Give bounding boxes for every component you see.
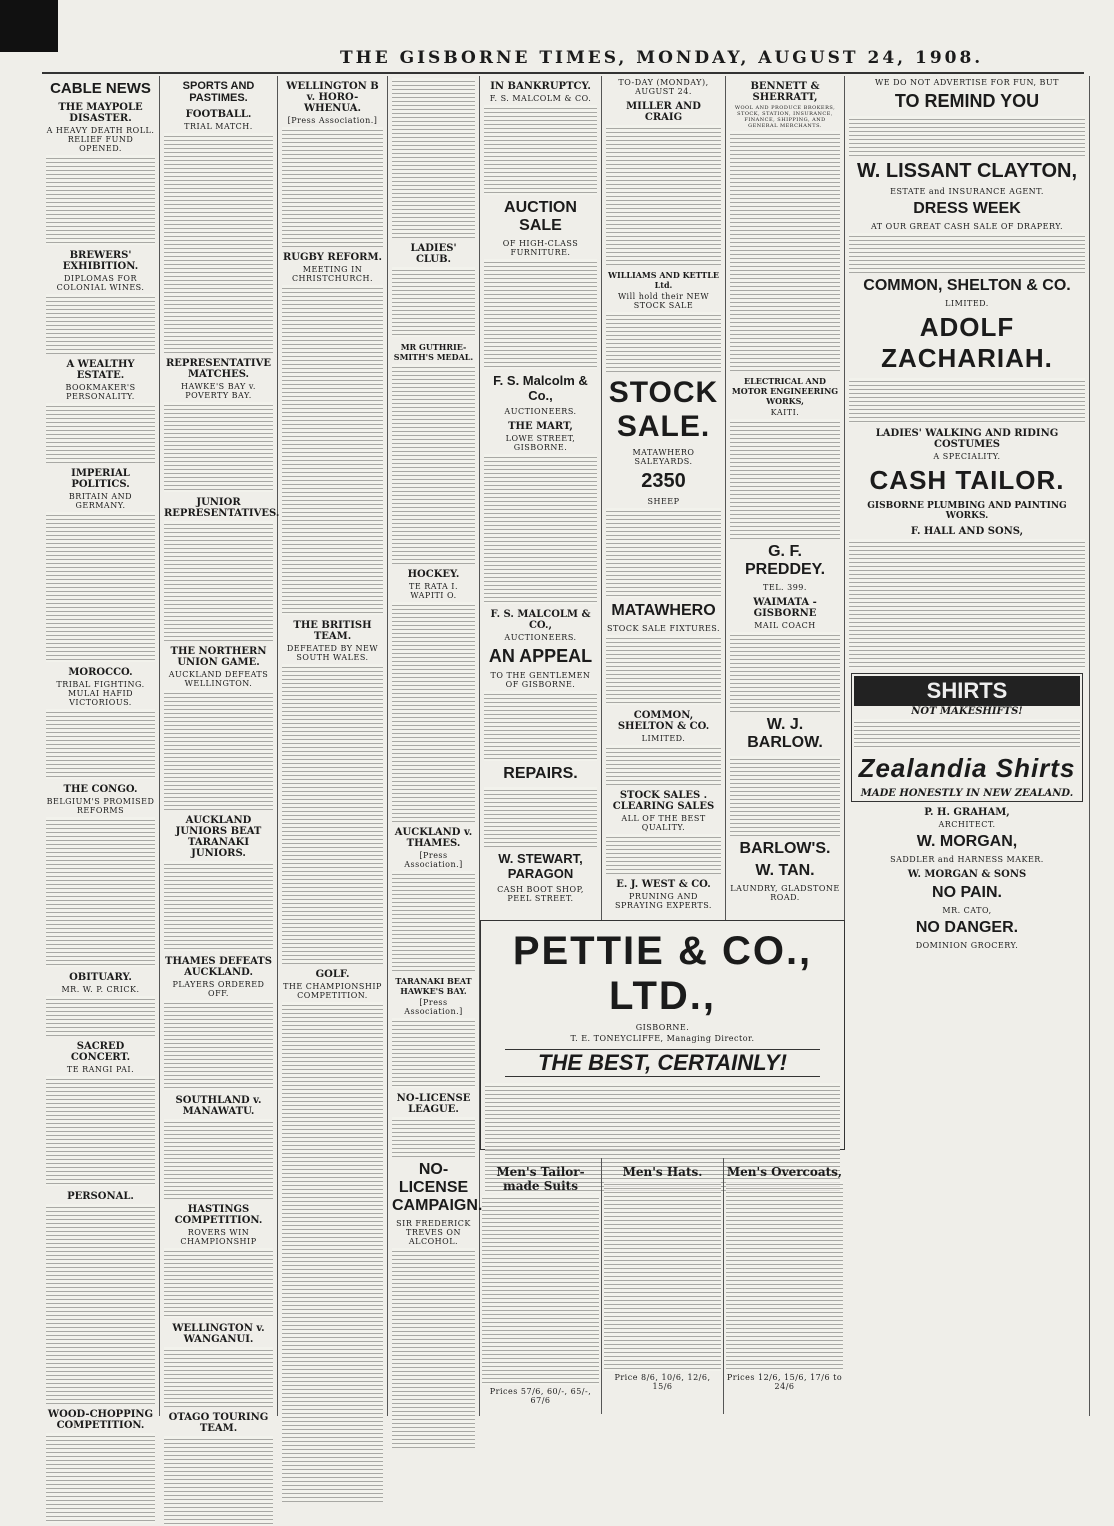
ad-headline: IN BANKRUPTCY. — [490, 81, 591, 92]
article-text — [46, 1204, 155, 1404]
subhead: THE CHAMPIONSHIP COMPETITION. — [283, 982, 382, 1000]
headline: AUCKLAND v. THAMES. — [394, 827, 473, 849]
masthead-rule — [42, 72, 1084, 74]
ad-headline: CASH TAILOR. — [869, 465, 1065, 495]
subhead: SIR FREDERICK TREVES ON ALCOHOL. — [396, 1219, 471, 1246]
subhead: ROVERS WIN CHAMPIONSHIP — [180, 1228, 257, 1246]
article-text — [46, 1076, 155, 1186]
ad-headline: THE MART, — [508, 421, 573, 432]
ad-headline: 2350 — [641, 470, 686, 492]
ad-subhead: A SPECIALITY. — [933, 452, 1001, 461]
ad-subhead: AUCTIONEERS. — [504, 633, 577, 642]
subhead: [Press Association.] — [404, 998, 463, 1016]
ad-price: Prices 12/6, 15/6, 17/6 to 24/6 — [726, 1373, 843, 1391]
ad-headline: Men's Hats. — [622, 1165, 703, 1179]
headline: A WEALTHY ESTATE. — [66, 359, 135, 381]
ad-subhead: TO-DAY (MONDAY), AUGUST 24. — [618, 78, 709, 96]
headline: RUGBY REFORM. — [282, 252, 383, 263]
ad-subhead: TEL. 399. — [763, 583, 807, 592]
article-text — [46, 1433, 155, 1523]
ad-subhead: ESTATE and INSURANCE AGENT. — [890, 187, 1044, 196]
article-text — [46, 512, 155, 662]
ad-headline: LADIES' WALKING AND RIDING COSTUMES — [875, 428, 1059, 450]
ad-headline: P. H. GRAHAM, — [924, 807, 1010, 818]
ad-subhead: LIMITED. — [641, 734, 686, 743]
ad-text — [730, 756, 840, 836]
col1-articles — [46, 102, 155, 1523]
ad-subhead: STOCK SALE FIXTURES. — [606, 624, 721, 633]
ad-headline: MILLER AND CRAIG — [626, 101, 701, 123]
headline: NO-LICENSE LEAGUE. — [396, 1093, 471, 1115]
headline: MOROCCO. — [68, 667, 133, 678]
ad-text — [730, 632, 840, 712]
section-title: SPORTS AND PASTIMES. — [182, 80, 255, 104]
subhead: A HEAVY DEATH ROLL. RELIEF FUND OPENED. — [46, 126, 155, 153]
ad-headline: GISBORNE PLUMBING AND PAINTING WORKS. — [867, 501, 1067, 521]
ad-headline: STOCK SALE. — [608, 376, 719, 443]
article-text — [392, 1117, 475, 1157]
headline: BREWERS' EXHIBITION. — [62, 250, 139, 272]
ad-price: Prices 57/6, 60/-, 65/-, 67/6 — [489, 1387, 592, 1405]
article-text — [392, 1018, 475, 1088]
ad-headline: Zealandia Shirts — [858, 753, 1076, 783]
ad-headline: G. F. PREDDEY. — [744, 543, 826, 578]
ad-subhead: MR. CATO, — [942, 906, 992, 915]
ad-subhead: Will hold their NEW STOCK SALE — [617, 292, 710, 310]
article-text — [392, 602, 475, 822]
torn-corner — [0, 0, 58, 52]
article-text — [164, 133, 273, 353]
ad-subhead: ALL OF THE BEST QUALITY. — [621, 814, 706, 832]
article-text — [282, 285, 383, 615]
headline: NO-LICENSE CAMPAIGN. — [392, 1161, 483, 1214]
ad-subhead: F. S. MALCOLM & CO. — [489, 94, 592, 103]
ad-headline: ADOLF ZACHARIAH. — [881, 312, 1053, 373]
subhead: DIPLOMAS FOR COLONIAL WINES. — [56, 274, 145, 292]
article-text — [164, 861, 273, 951]
subhead: BRITAIN AND GERMANY. — [68, 492, 133, 510]
subhead: BELGIUM'S PROMISED REFORMS — [46, 797, 155, 815]
ad-headline: W. MORGAN & SONS — [907, 869, 1027, 880]
ad-headline: NO PAIN. — [932, 884, 1002, 901]
ad-text — [849, 116, 1085, 156]
ad-headline: W. TAN. — [755, 862, 815, 879]
managing-director: T. E. TONEYCLIFFE, Managing Director. — [570, 1034, 755, 1043]
ad-headline: MATAWHERO — [611, 602, 716, 619]
ad-headline: BARLOW'S. — [739, 840, 831, 857]
ad-text — [849, 539, 1085, 669]
ad-headline: W. MORGAN, — [916, 833, 1018, 850]
ad-text — [606, 745, 721, 785]
masthead — [0, 0, 1114, 70]
headline: WOOD-CHOPPING COMPETITION. — [47, 1409, 154, 1431]
ad-text — [484, 787, 597, 847]
pettie-advertisement — [480, 920, 845, 1150]
ad-headline: COMMON, SHELTON & CO. — [863, 277, 1071, 294]
headline: WELLINGTON B v. HORO-WHENUA. — [286, 81, 379, 114]
headline: TARANAKI BEAT HAWKE'S BAY. — [395, 976, 472, 996]
headline: HOCKEY. — [407, 569, 460, 580]
column-auctions — [480, 76, 602, 920]
headline: PERSONAL. — [67, 1191, 134, 1202]
article-text — [46, 403, 155, 463]
ad-subhead: DOMINION GROCERY. — [915, 941, 1019, 950]
article-text — [164, 402, 273, 492]
article-text — [46, 155, 155, 245]
subhead: MEETING IN CHRISTCHURCH. — [291, 265, 374, 283]
column-sports — [160, 76, 280, 1434]
ad-subhead: MATAWHERO SALEYARDS. — [632, 448, 695, 466]
ad-subhead: ARCHITECT. — [938, 820, 996, 829]
article-text — [164, 1436, 273, 1526]
ad-headline: NO DANGER. — [915, 919, 1019, 936]
subhead: TE RANGI PAI. — [66, 1065, 135, 1074]
headline: IMPERIAL POLITICS. — [71, 468, 130, 490]
ad-headline: Men's Tailor-made Suits — [496, 1165, 585, 1193]
ad-subhead: LIMITED. — [945, 299, 989, 308]
headline: SOUTHLAND v. MANAWATU. — [175, 1095, 262, 1117]
ad-headline: AUCTION SALE — [504, 199, 577, 234]
ad-price: Price 8/6, 10/6, 12/6, 15/6 — [614, 1373, 711, 1391]
ad-headline: REPAIRS. — [503, 765, 578, 782]
ad-text — [606, 312, 721, 372]
ad-text — [606, 834, 721, 874]
subhead: BOOKMAKER'S PERSONALITY. — [65, 383, 136, 401]
ad-headline: DRESS WEEK — [913, 200, 1021, 217]
column-sports-3 — [388, 76, 483, 1416]
article-text — [164, 1248, 273, 1318]
subhead: HAWKE'S BAY v. POVERTY BAY. — [181, 382, 256, 400]
article-text — [392, 78, 475, 238]
headline: MR GUTHRIE-SMITH'S MEDAL. — [393, 342, 474, 362]
headline: OBITUARY. — [69, 972, 132, 983]
column-cable-news — [42, 76, 160, 1431]
ad-headline: E. J. WEST & CO. — [616, 879, 711, 890]
ad-headline: BENNETT & SHERRATT, — [750, 81, 820, 103]
ad-text — [482, 1195, 599, 1385]
ad-headline: F. S. MALCOLM & CO., — [490, 609, 591, 631]
article-text — [164, 1347, 273, 1407]
ad-text — [484, 259, 597, 369]
ad-subhead: F. HALL AND SONS, — [910, 526, 1024, 537]
article-text — [392, 871, 475, 971]
subhead: AUCKLAND DEFEATS WELLINGTON. — [168, 670, 269, 688]
ad-text — [606, 635, 721, 705]
article-text — [46, 996, 155, 1036]
headline: THAMES DEFEATS AUCKLAND. — [165, 956, 272, 978]
article-text — [392, 364, 475, 564]
ad-subhead: AT OUR GREAT CASH SALE OF DRAPERY. — [870, 222, 1064, 231]
column-drapery — [845, 76, 1090, 1416]
ad-headline: W. LISSANT CLAYTON, — [856, 160, 1078, 182]
column-stock-sales — [602, 76, 726, 920]
subhead: [Press Association.] — [287, 116, 378, 125]
headline: LADIES' CLUB. — [410, 243, 457, 265]
hats-ad — [602, 1158, 724, 1414]
ad-subhead: WE DO NOT ADVERTISE FOR FUN, BUT — [875, 78, 1059, 87]
ad-subhead: MADE HONESTLY IN NEW ZEALAND. — [860, 788, 1074, 799]
slogan: THE BEST, CERTAINLY! — [505, 1049, 820, 1077]
ad-headline: W. STEWART, PARAGON — [498, 851, 583, 881]
article-text — [164, 521, 273, 641]
ad-subhead: SADDLER and HARNESS MAKER. — [890, 855, 1044, 864]
article-text — [164, 690, 273, 810]
shirts-ad — [851, 673, 1083, 802]
paper-title: THE GISBORNE TIMES, MONDAY, AUGUST 24, 1908. — [340, 48, 984, 68]
ad-subhead: PRUNING AND SPRAYING EXPERTS. — [615, 892, 712, 910]
article-text — [282, 1002, 383, 1502]
ad-headline: SHIRTS — [854, 676, 1080, 706]
ad-text — [484, 454, 597, 604]
article-text — [46, 294, 155, 354]
ad-subhead: MAIL COACH — [754, 621, 816, 630]
article-text — [164, 1000, 273, 1090]
ad-headline: WAIMATA - GISBORNE — [753, 597, 817, 619]
subhead: MR. W. P. CRICK. — [61, 985, 140, 994]
article-text — [392, 1248, 475, 1448]
ad-text — [854, 719, 1080, 749]
headline: OTAGO TOURING TEAM. — [168, 1412, 269, 1434]
ad-text — [726, 1181, 843, 1371]
overcoats-ad — [724, 1158, 845, 1414]
headline: GOLF. — [315, 969, 350, 980]
headline: JUNIOR REPRESENTATIVES. — [164, 497, 280, 519]
column-merchants — [726, 76, 845, 920]
ad-text — [849, 378, 1085, 423]
headline: AUCKLAND JUNIORS BEAT TARANAKI JUNIORS. — [175, 815, 262, 859]
article-text — [46, 817, 155, 967]
headline: REPRESENTATIVE MATCHES. — [166, 358, 271, 380]
ad-headline: F. S. Malcolm & Co., — [493, 373, 588, 403]
advertiser-town: GISBORNE. — [635, 1023, 690, 1032]
headline: THE BRITISH TEAM. — [293, 620, 372, 642]
article-text — [282, 664, 383, 964]
article-text — [282, 127, 383, 247]
article-text — [46, 709, 155, 779]
headline: FOOTBALL. — [185, 109, 252, 120]
ad-subhead: TO THE GENTLEMEN OF GISBORNE. — [490, 671, 591, 689]
ad-text — [730, 131, 840, 371]
ad-text — [484, 691, 597, 761]
ad-subhead: LAUNDRY, GLADSTONE ROAD. — [730, 884, 840, 902]
ad-subhead: NOT MAKESHIFTS! — [911, 706, 1023, 717]
subhead: PLAYERS ORDERED OFF. — [172, 980, 265, 998]
ad-subhead: LOWE STREET, GISBORNE. — [505, 434, 576, 452]
ad-text — [484, 105, 597, 195]
headline: WELLINGTON v. WANGANUI. — [172, 1323, 265, 1345]
ad-text — [604, 1181, 721, 1371]
ad-subhead: KAITI. — [770, 408, 800, 417]
advertiser-name: PETTIE & CO., LTD., — [512, 929, 813, 1018]
headline: THE MAYPOLE DISASTER. — [58, 102, 143, 124]
ad-subhead: CASH BOOT SHOP, PEEL STREET. — [497, 885, 584, 903]
ad-headline: ELECTRICAL AND MOTOR ENGINEERING WORKS, — [731, 376, 839, 406]
subhead: TRIAL MATCH. — [184, 122, 253, 131]
headline: SACRED CONCERT. — [70, 1041, 131, 1063]
ad-headline: COMMON, SHELTON & CO. — [617, 710, 710, 732]
ad-subhead: AUCTIONEERS. — [504, 407, 577, 416]
ad-text — [849, 233, 1085, 273]
ad-headline: TO REMIND YOU — [894, 91, 1040, 111]
ad-headline: Men's Overcoats, — [726, 1165, 843, 1179]
article-text — [164, 1119, 273, 1199]
subhead: DEFEATED BY NEW SOUTH WALES. — [286, 644, 379, 662]
bottom-clothing-ads — [480, 1158, 845, 1414]
ad-text — [606, 508, 721, 598]
subhead: TRIBAL FIGHTING. MULAI HAFID VICTORIOUS. — [56, 680, 145, 707]
headline: THE NORTHERN UNION GAME. — [170, 646, 267, 668]
ad-text — [730, 419, 840, 539]
ad-subhead: WOOL AND PRODUCE BROKERS, STOCK, STATION, INSURANCE, FINANCE, SHIPPING, AND GENERAL MERCHANTS. — [734, 105, 836, 129]
column-sports-2 — [278, 76, 388, 1416]
ad-headline: STOCK SALES . CLEARING SALES — [612, 790, 715, 812]
headline: HASTINGS COMPETITION. — [174, 1204, 263, 1226]
ad-subhead: OF HIGH-CLASS FURNITURE. — [502, 239, 579, 257]
subhead: TE RATA I. WAPITI O. — [408, 582, 458, 600]
suits-ad — [480, 1158, 602, 1414]
article-text — [392, 267, 475, 337]
ad-text — [606, 125, 721, 265]
section-title: CABLE NEWS — [50, 80, 151, 97]
ad-headline: AN APPEAL — [488, 646, 593, 666]
ad-headline: WILLIAMS AND KETTLE Ltd. — [608, 270, 719, 290]
ad-headline: W. J. BARLOW. — [747, 716, 823, 751]
subhead: [Press Association.] — [404, 851, 463, 869]
ad-subhead: SHEEP — [647, 497, 680, 506]
headline: THE CONGO. — [63, 784, 138, 795]
